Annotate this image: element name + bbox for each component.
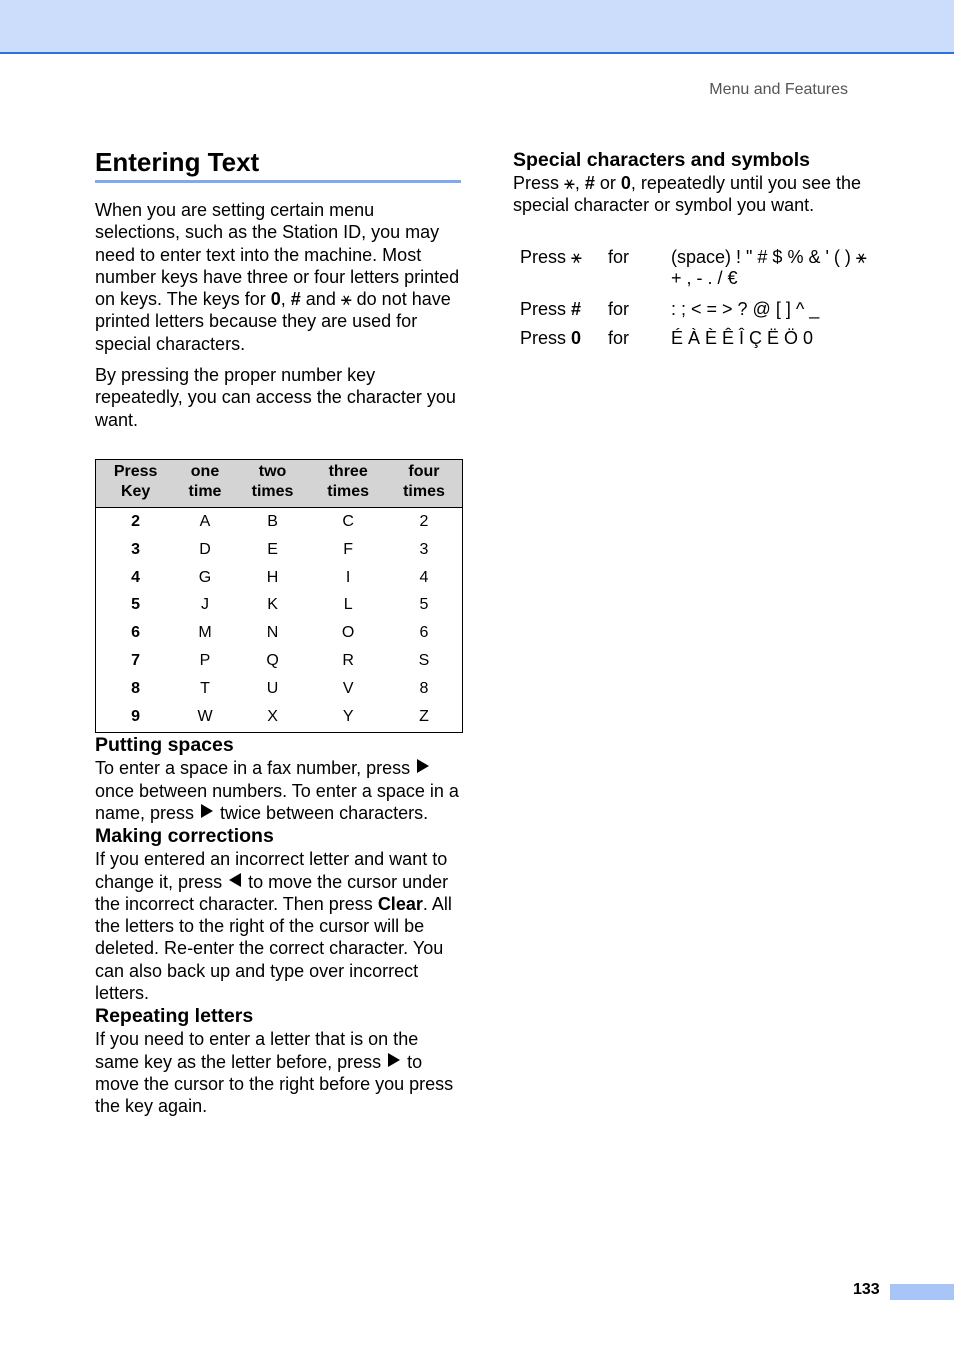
header-four-times: four times — [386, 459, 463, 507]
right-column — [513, 148, 893, 349]
heading-making-corrections: Making corrections — [95, 825, 274, 848]
table-row — [96, 507, 463, 535]
text-span: or — [594, 173, 621, 193]
table-cell: V — [342, 679, 354, 697]
text-span: To enter a space in a fax number, press — [95, 758, 416, 779]
table-cell: 4 — [131, 568, 141, 586]
intro-text-end: do not have printed letters because they are used for special characters. — [95, 289, 451, 354]
table-row — [96, 619, 463, 647]
special-row-star — [520, 247, 867, 299]
special-intro-text — [513, 172, 893, 217]
text-span: to move the cursor under the incorrect character. Then press — [95, 871, 449, 914]
right-arrow-icon — [388, 1053, 400, 1067]
text-span: once between numbers. To enter a space in a name, press — [95, 780, 459, 823]
intro-and: and — [300, 289, 341, 310]
right-arrow-icon — [417, 759, 429, 773]
table-row — [96, 536, 463, 564]
table-cell: J — [201, 596, 209, 614]
left-arrow-icon — [229, 873, 241, 887]
key-hash: # — [584, 173, 595, 193]
putting-spaces-text — [95, 757, 461, 824]
table-cell: 7 — [131, 651, 141, 669]
table-cell: W — [197, 707, 213, 725]
table-cell: R — [342, 651, 354, 669]
table-cell: 8 — [419, 679, 429, 697]
heading-special-characters: Special characters and symbols — [513, 149, 810, 171]
key-letter-table — [95, 459, 463, 733]
header-two-times: two times — [235, 459, 311, 507]
text-span: Press — [520, 327, 572, 348]
chars-cell: : ; < = > ? @ [ ] ^ _ — [671, 298, 820, 319]
star-key-icon: ⚹ — [855, 246, 867, 267]
key-zero: 0 — [270, 289, 281, 310]
chars-cell: É À È Ê Î Ç Ë Ö 0 — [671, 327, 814, 348]
text-span: Press — [513, 173, 565, 193]
header-band — [0, 0, 954, 54]
table-cell: 3 — [419, 540, 429, 558]
table-header-row — [96, 459, 463, 507]
table-cell: C — [342, 512, 354, 530]
table-cell: 4 — [419, 568, 429, 586]
table-cell: Q — [266, 651, 279, 669]
text-span: If you entered an incorrect letter and want to change it, press — [95, 849, 448, 892]
left-column — [95, 146, 461, 1118]
for-cell: for — [608, 327, 630, 348]
page-title: Entering Text — [95, 147, 260, 177]
table-cell: 6 — [131, 624, 141, 642]
table-row — [96, 675, 463, 703]
text-span: to move the cursor to the right before you press the key again. — [95, 1051, 454, 1117]
intro-sep: , — [280, 289, 291, 310]
table-cell: I — [345, 568, 351, 586]
text-span: + , - . / € — [671, 267, 738, 288]
table-cell: E — [267, 540, 278, 558]
table-cell: 9 — [131, 707, 141, 725]
table-cell: Z — [419, 707, 429, 725]
for-cell: for — [608, 246, 630, 267]
table-row — [96, 647, 463, 675]
table-row — [96, 591, 463, 619]
table-row — [96, 564, 463, 592]
page-tab — [890, 1284, 954, 1300]
star-key-icon: ⚹ — [571, 246, 582, 267]
text-span: . All the letters to the right of the cursor will be deleted. Re-enter the correct character. You can also back up and type over incorrect letters. — [95, 893, 452, 1004]
star-key-icon: ⚹ — [340, 289, 352, 310]
table-cell: 5 — [419, 596, 429, 614]
key-hash: # — [290, 289, 301, 310]
key-zero: 0 — [571, 327, 582, 348]
intro-paragraph-2: By pressing the proper number key repeatedly, you can access the character you want. — [95, 365, 456, 430]
table-cell: X — [267, 707, 278, 725]
table-cell: S — [418, 651, 430, 669]
making-corrections-text — [95, 848, 461, 1004]
repeating-letters-text — [95, 1028, 461, 1117]
text-span: Press — [520, 298, 572, 319]
table-cell: T — [200, 679, 210, 697]
chars-cell — [671, 247, 867, 299]
table-cell: N — [266, 624, 279, 642]
text-span: twice between characters. — [215, 802, 429, 823]
table-cell: A — [199, 512, 211, 530]
key-hash: # — [571, 298, 582, 319]
table-cell: G — [198, 568, 212, 586]
text-span: , — [574, 173, 585, 193]
intro-paragraph-1 — [95, 199, 461, 355]
table-cell: F — [343, 540, 354, 558]
star-key-icon: ⚹ — [564, 173, 575, 193]
press-cell — [520, 299, 608, 328]
heading-putting-spaces: Putting spaces — [95, 734, 234, 757]
special-characters-table — [520, 247, 867, 349]
intro-text: When you are setting certain menu selections, such as the Station ID, you may need to enter text into the machine. Most number keys have three or four letters printed on keys. The keys for — [95, 200, 460, 310]
press-cell — [520, 247, 608, 299]
header-press-key: Press Key — [96, 459, 176, 507]
table-cell: M — [198, 624, 212, 642]
table-cell: 6 — [419, 624, 429, 642]
title-rule — [95, 180, 461, 183]
table-cell: H — [266, 568, 279, 586]
running-head: Menu and Features — [709, 81, 848, 98]
table-cell: L — [343, 596, 353, 614]
special-row-zero — [520, 328, 867, 349]
table-cell: 3 — [131, 540, 141, 558]
special-row-hash — [520, 299, 867, 328]
clear-key-label: Clear — [377, 893, 423, 914]
right-arrow-icon — [201, 804, 213, 818]
table-cell: 2 — [131, 512, 141, 530]
text-span: , repeatedly until you see the special character or symbol you want. — [513, 173, 862, 216]
text-span: (space) ! " # $ % & ' ( ) — [671, 246, 856, 267]
table-row — [96, 703, 463, 733]
page-number: 133 — [853, 1281, 880, 1298]
table-cell: U — [266, 679, 279, 697]
for-cell: for — [608, 298, 630, 319]
table-cell: 8 — [131, 679, 141, 697]
header-one-time: one time — [175, 459, 235, 507]
table-cell: Y — [342, 707, 354, 725]
press-cell — [520, 328, 608, 349]
text-span: Press — [520, 246, 572, 267]
key-zero: 0 — [620, 173, 631, 193]
header-three-times: three times — [310, 459, 386, 507]
table-cell: K — [267, 596, 278, 614]
table-cell: 5 — [131, 596, 141, 614]
table-cell: O — [341, 624, 355, 642]
table-cell: B — [267, 512, 278, 530]
heading-repeating-letters: Repeating letters — [95, 1005, 254, 1028]
table-cell: 2 — [419, 512, 429, 530]
text-span: If you need to enter a letter that is on the same key as the letter before, press — [95, 1029, 419, 1072]
table-cell: P — [199, 651, 211, 669]
table-cell: D — [199, 540, 211, 558]
